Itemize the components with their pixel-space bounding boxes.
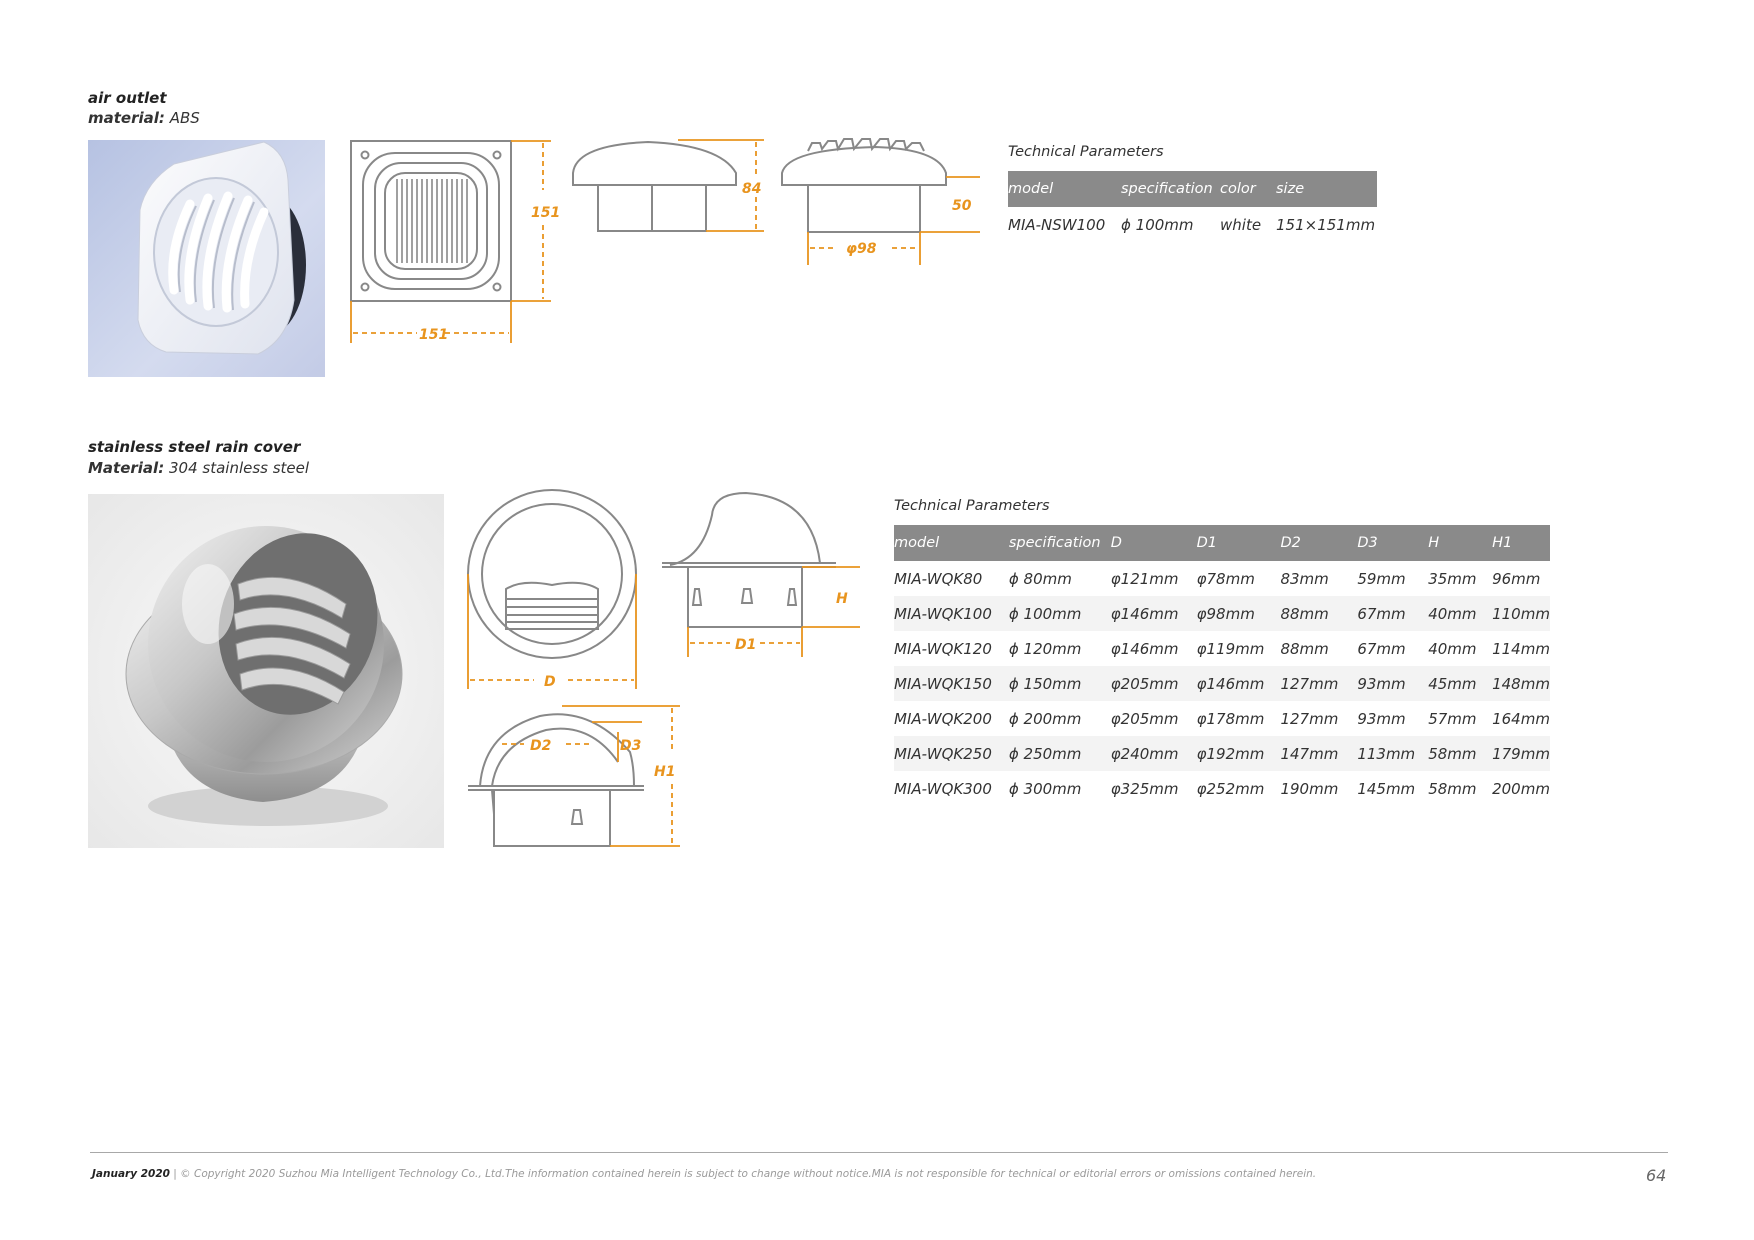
air-outlet-front-drawing — [345, 135, 561, 348]
cell-D2: 127mm — [1280, 666, 1357, 701]
header-model: model — [894, 525, 1009, 561]
cell-H: 57mm — [1428, 709, 1477, 728]
cell-D3: 93mm — [1357, 666, 1428, 701]
air-outlet-side-drawing — [568, 135, 768, 245]
dim-collar-50: 50 — [952, 198, 972, 214]
cell-H1: 148mm — [1492, 666, 1550, 701]
cell-model: MIA-WQK80 — [894, 569, 983, 588]
cell-H1: 110mm — [1492, 596, 1550, 631]
cell-size: 151×151mm — [1276, 215, 1376, 234]
header-D2: D2 — [1280, 525, 1357, 561]
cell-D1: φ119mm — [1196, 639, 1265, 658]
table-row — [894, 631, 1550, 666]
cell-D1: φ78mm — [1196, 569, 1255, 588]
dim-D3: D3 — [620, 738, 642, 754]
dim-depth-84: 84 — [742, 181, 762, 197]
cell-specification: ϕ 300mm — [1008, 779, 1082, 798]
cell-D2: 88mm — [1280, 639, 1329, 658]
header-model: model — [1008, 171, 1121, 207]
dim-width-151: 151 — [419, 327, 449, 343]
cell-D1: φ146mm — [1197, 666, 1281, 701]
section2-material-label: Material: — [88, 459, 165, 477]
cell-H1: 200mm — [1492, 779, 1550, 798]
section2-material-value: 304 stainless steel — [168, 459, 310, 477]
cell-D1: φ98mm — [1197, 596, 1281, 631]
rain-cover-section-drawing — [462, 702, 692, 850]
section2-param-table — [894, 525, 1550, 806]
header-D3: D3 — [1357, 525, 1428, 561]
dim-H1: H1 — [654, 764, 676, 780]
footer-date: January 2020 — [92, 1168, 170, 1180]
cell-H: 40mm — [1428, 596, 1492, 631]
cell-specification: ϕ 100mm — [1009, 596, 1111, 631]
section1-title: air outlet — [88, 89, 167, 107]
cell-D3: 67mm — [1357, 639, 1406, 658]
table-row — [894, 736, 1550, 771]
dim-D1: D1 — [735, 637, 757, 653]
cell-H1: 179mm — [1492, 736, 1550, 771]
cell-specification: ϕ 100mm — [1121, 215, 1194, 234]
cell-D3: 145mm — [1357, 779, 1416, 798]
section1-material-label: material: — [88, 109, 165, 127]
section2-title: stainless steel rain cover — [88, 438, 301, 456]
cell-model: MIA-WQK200 — [894, 709, 992, 728]
cell-specification: ϕ 150mm — [1009, 666, 1111, 701]
section2-material — [88, 458, 309, 478]
cell-D2: 127mm — [1280, 709, 1339, 728]
cell-H: 40mm — [1428, 639, 1477, 658]
cell-H: 58mm — [1428, 779, 1477, 798]
cell-color: white — [1220, 215, 1262, 234]
rain-cover-front-drawing — [462, 489, 650, 695]
header-H1: H1 — [1492, 525, 1550, 561]
table-header-row — [1008, 171, 1377, 207]
header-D1: D1 — [1197, 525, 1281, 561]
cell-D3: 59mm — [1357, 569, 1406, 588]
cell-D1: φ252mm — [1196, 779, 1265, 798]
dim-H: H — [836, 591, 848, 607]
cell-D: φ146mm — [1110, 639, 1179, 658]
header-size: size — [1276, 171, 1377, 207]
air-outlet-profile-drawing — [778, 135, 983, 270]
cell-H: 35mm — [1428, 569, 1477, 588]
table-row — [1008, 207, 1377, 242]
cell-D: φ205mm — [1111, 666, 1197, 701]
cell-H1: 114mm — [1492, 639, 1550, 658]
cell-D3: 93mm — [1357, 709, 1406, 728]
dim-height-151: 151 — [531, 205, 561, 221]
table-row — [894, 666, 1550, 701]
header-specification: specification — [1009, 525, 1111, 561]
cell-D3: 67mm — [1357, 596, 1428, 631]
dim-diameter-98: φ98 — [846, 241, 877, 257]
section1-tech-title: Technical Parameters — [1008, 144, 1164, 160]
cell-D: φ325mm — [1110, 779, 1179, 798]
page-number: 64 — [1646, 1166, 1667, 1185]
cell-D1: φ178mm — [1196, 709, 1265, 728]
cell-specification: ϕ 200mm — [1008, 709, 1082, 728]
cell-H1: 164mm — [1492, 709, 1550, 728]
cell-D: φ146mm — [1111, 596, 1197, 631]
cell-specification: ϕ 120mm — [1008, 639, 1082, 658]
section1-param-table — [1008, 171, 1377, 242]
cell-D2: 147mm — [1280, 736, 1357, 771]
cell-D2: 88mm — [1280, 596, 1357, 631]
rain-cover-photo — [88, 494, 444, 848]
cell-H1: 96mm — [1492, 569, 1541, 588]
dim-D2: D2 — [530, 738, 552, 754]
cell-D1: φ192mm — [1197, 736, 1281, 771]
cell-model: MIA-WQK100 — [894, 596, 1009, 631]
cell-model: MIA-WQK150 — [894, 666, 1009, 701]
header-H: H — [1428, 525, 1492, 561]
cell-model: MIA-WQK250 — [894, 736, 1009, 771]
cell-D: φ121mm — [1110, 569, 1179, 588]
table-row — [894, 561, 1550, 596]
cell-D3: 113mm — [1357, 736, 1428, 771]
section2-tech-title: Technical Parameters — [894, 498, 1050, 514]
cell-model: MIA-WQK120 — [894, 639, 992, 658]
cell-D2: 83mm — [1280, 569, 1329, 588]
cell-D: φ205mm — [1110, 709, 1179, 728]
section1-material — [88, 108, 200, 128]
cell-model: MIA-NSW100 — [1008, 215, 1106, 234]
cell-model: MIA-WQK300 — [894, 779, 992, 798]
header-color: color — [1220, 171, 1276, 207]
cell-H: 58mm — [1428, 736, 1492, 771]
footer-divider — [90, 1152, 1668, 1153]
cell-specification: ϕ 250mm — [1009, 736, 1111, 771]
table-row — [894, 701, 1550, 736]
table-row — [894, 771, 1550, 806]
table-header-row — [894, 525, 1550, 561]
header-D: D — [1111, 525, 1197, 561]
footer-copyright-line — [92, 1168, 1316, 1180]
dim-D: D — [544, 674, 556, 690]
header-specification: specification — [1121, 171, 1220, 207]
footer-copyright: © Copyright 2020 Suzhou Mia Intelligent Technology Co., Ltd.The information contained herein is subject to change without notice.MIA is not responsible for technical or editorial errors or omissions contained herein. — [180, 1168, 1317, 1180]
rain-cover-side-drawing — [660, 489, 865, 659]
table-row — [894, 596, 1550, 631]
cell-D2: 190mm — [1280, 779, 1339, 798]
footer-separator: | — [169, 1168, 181, 1180]
cell-D: φ240mm — [1111, 736, 1197, 771]
section1-material-value: ABS — [169, 109, 200, 127]
air-outlet-photo — [88, 140, 325, 377]
cell-specification: ϕ 80mm — [1008, 569, 1072, 588]
cell-H: 45mm — [1428, 666, 1492, 701]
